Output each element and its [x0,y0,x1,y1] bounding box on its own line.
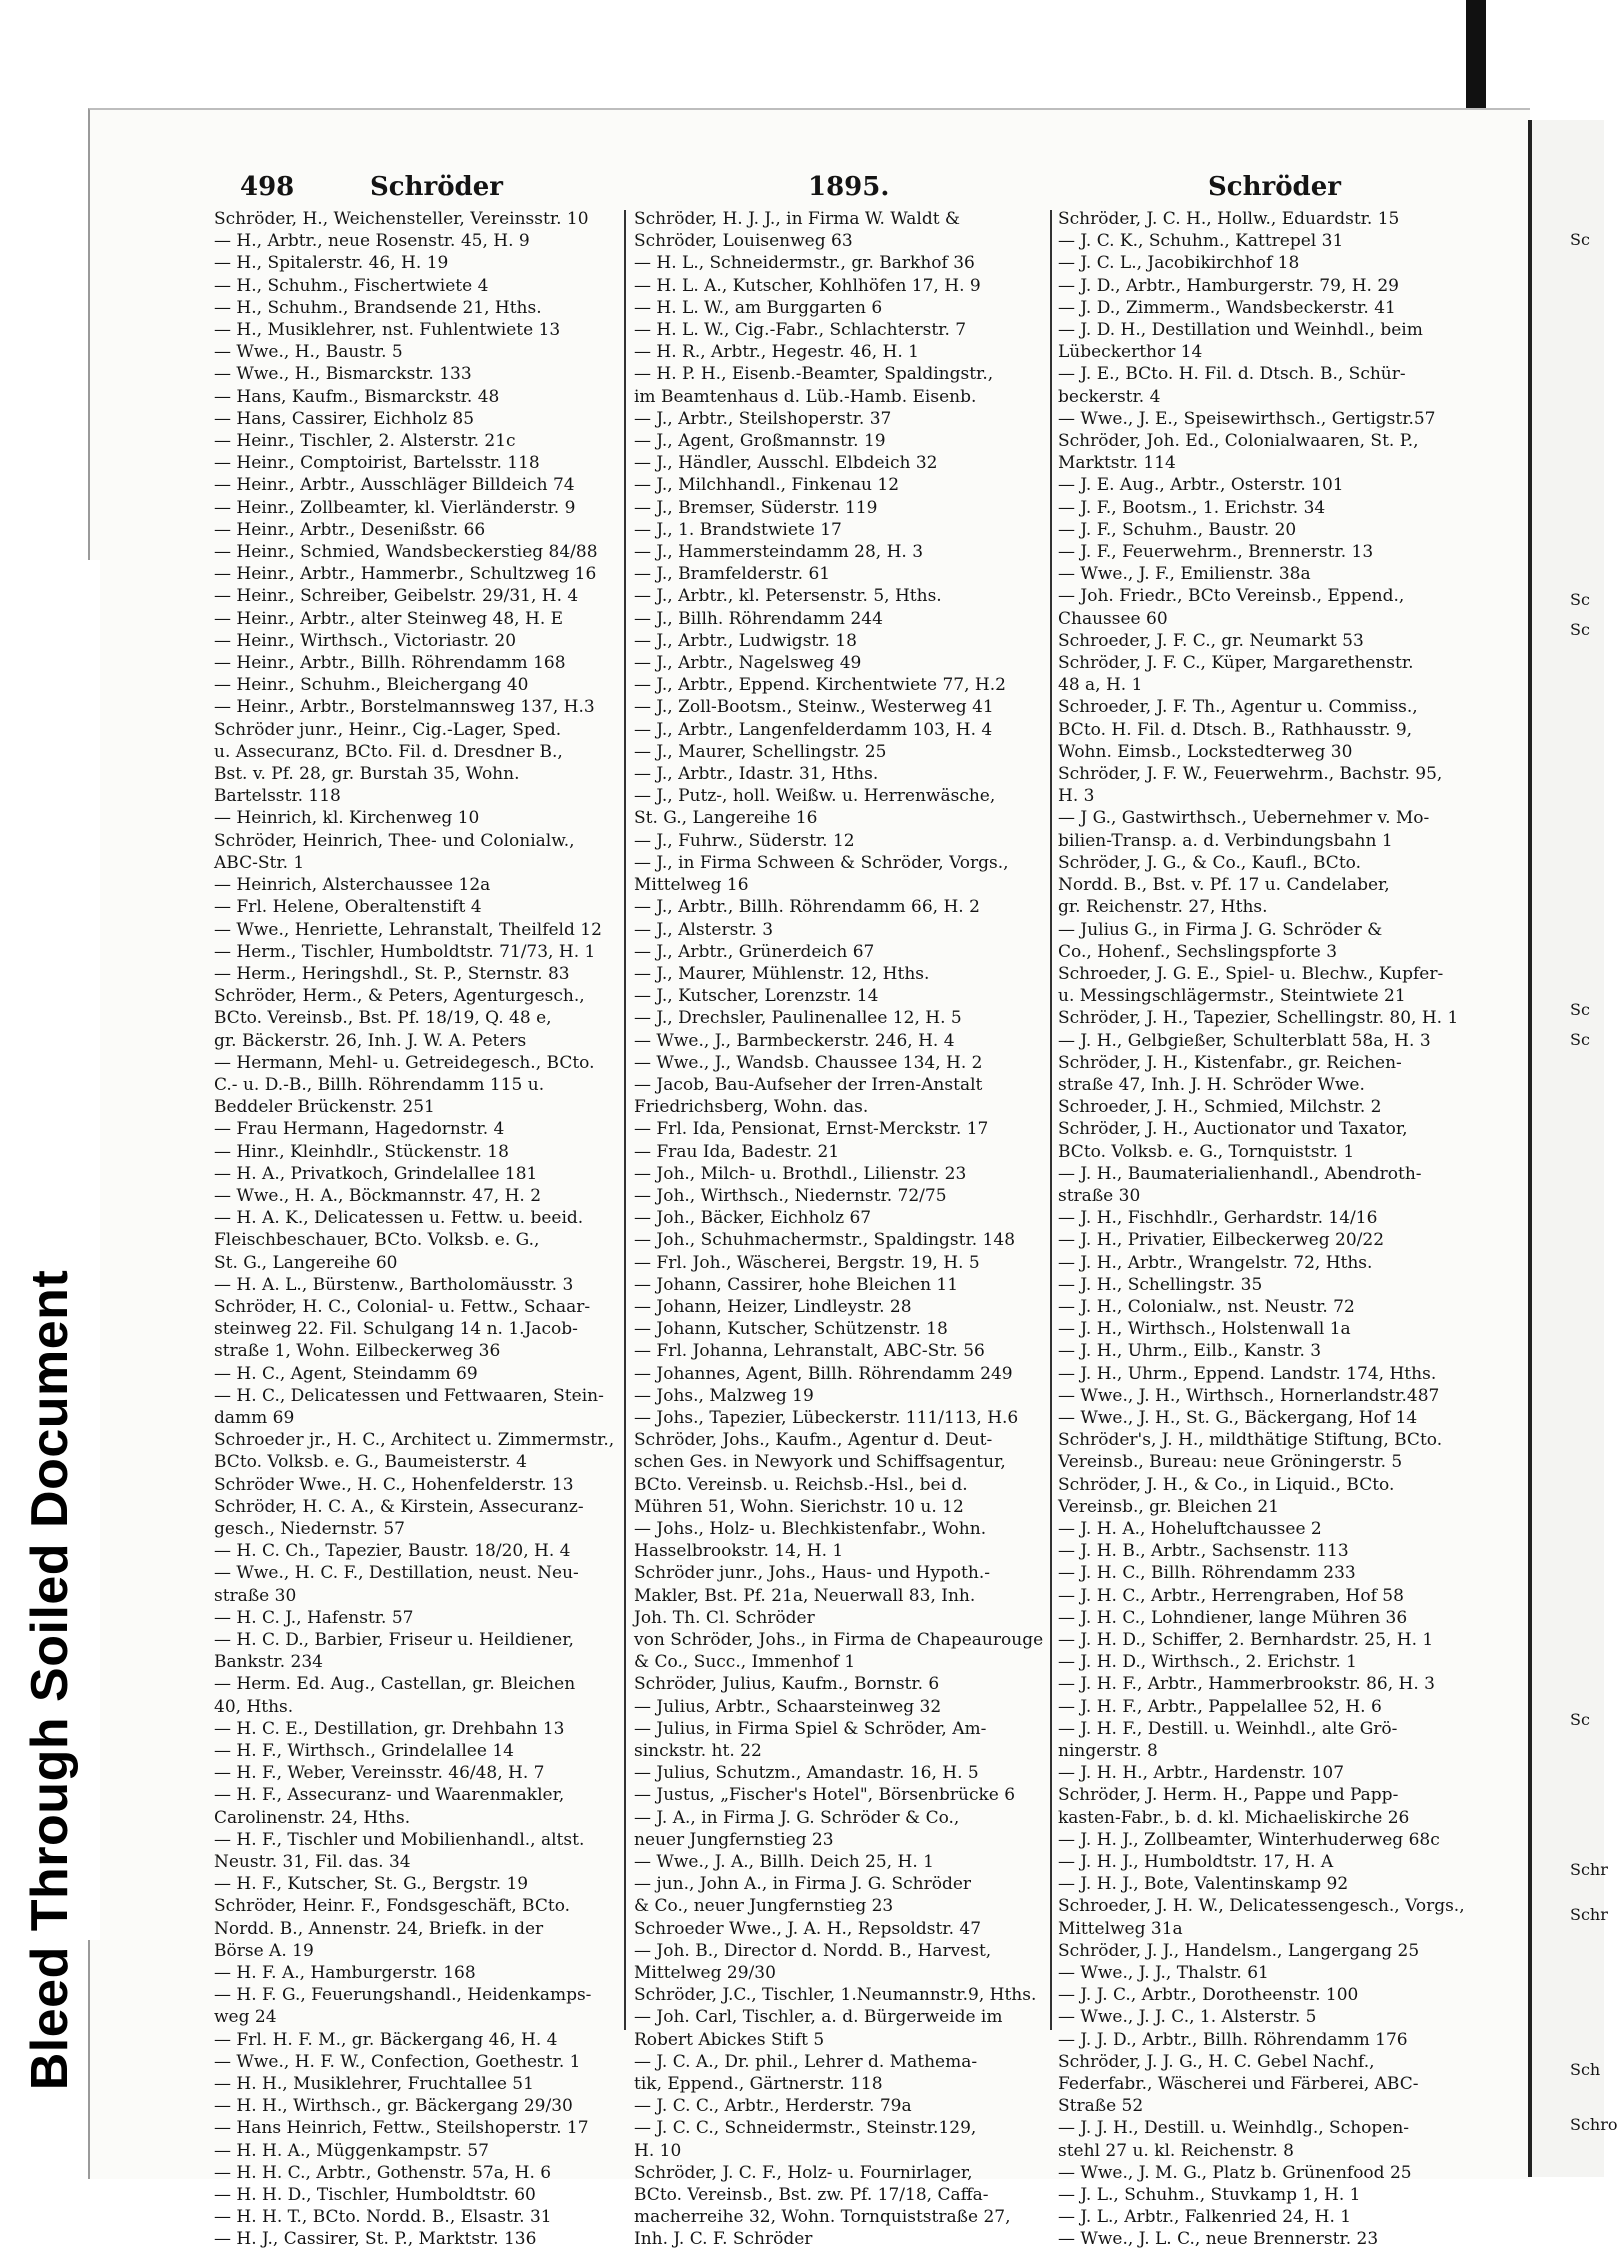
directory-entry: Schröder junr., Johs., Haus- und Hypoth.- [634,1563,990,1584]
directory-entry: — Johs., Tapezier, Lübeckerstr. 111/113, H.6 [634,1407,1019,1428]
directory-entry: — J. H., Fischhdlr., Gerhardstr. 14/16 [1058,1208,1378,1229]
directory-entry: Schröder, J. C. F., Holz- u. Fournirlager, [634,2162,973,2183]
directory-entry: Schröder, J. C. H., Hollw., Eduardstr. 15 [1058,209,1400,229]
directory-entry: straße 1, Wohn. Eilbeckerweg 36 [214,1341,501,1362]
directory-entry: — H. L. A., Kutscher, Kohlhöfen 17, H. 9 [634,275,981,296]
directory-entry: Schroeder, J. H., Schmied, Milchstr. 2 [1058,1097,1382,1118]
directory-entry: Fleischbeschauer, BCto. Volksb. e. G., [214,1230,540,1251]
directory-entry: — H., Spitalerstr. 46, H. 19 [214,253,449,274]
next-page-fragment: Schr [1570,1860,1608,1879]
directory-entry: — J. H., Uhrm., Eppend. Landstr. 174, Hths. [1058,1363,1437,1384]
directory-entry: — Joh. Carl, Tischler, a. d. Bürgerweide im [634,2007,1003,2028]
directory-entry: Schröder, Julius, Kaufm., Bornstr. 6 [634,1674,940,1695]
next-page-fragment: Sc [1570,590,1590,609]
directory-entry: — J. C. C., Arbtr., Herderstr. 79a [634,2096,912,2117]
directory-entry: — Wwe., J. F., Emilienstr. 38a [1058,564,1311,585]
directory-entry: Schröder, H. C. A., & Kirstein, Assecuranz- [214,1496,584,1517]
directory-entry: — J. H. D., Schiffer, 2. Bernhardstr. 25, H. 1 [1058,1630,1434,1650]
directory-entry: — H. F., Weber, Vereinsstr. 46/48, H. 7 [214,1763,545,1784]
directory-entry: — Heinr., Arbtr., alter Steinweg 48, H. E [214,608,564,629]
directory-entry: — H. F., Wirthsch., Grindelallee 14 [214,1741,514,1762]
directory-entry: 48 a, H. 1 [1058,675,1143,696]
directory-entry: — Wwe., J. H., St. G., Bäckergang, Hof 14 [1058,1407,1418,1428]
directory-entry: — Johann, Cassirer, hohe Bleichen 11 [634,1274,959,1295]
next-page-fragment: Sc [1570,620,1590,639]
directory-entry: Mühren 51, Wohn. Sierichstr. 10 u. 12 [634,1496,964,1517]
directory-entry: Schröder, Johs., Kaufm., Agentur d. Deut- [634,1430,993,1451]
directory-entry: Schröder, J. G., & Co., Kaufl., BCto. [1058,852,1361,873]
directory-entry: — J., Hammersteindamm 28, H. 3 [634,542,924,563]
directory-entry: BCto. Volksb. e. G., Tornquiststr. 1 [1058,1141,1355,1162]
directory-entry: — J. D. H., Destillation und Weinhdl., beim [1058,320,1423,341]
directory-entry: tik, Eppend., Gärtnerstr. 118 [634,2074,883,2095]
directory-entry: — J., Zoll-Bootsm., Steinw., Westerweg 41 [634,697,994,718]
directory-entry: Wohn. Eimsb., Lockstedterweg 30 [1058,741,1353,762]
directory-entry: gr. Reichenstr. 27, Hths. [1058,897,1268,918]
directory-entry: — Frl. Joh., Wäscherei, Bergstr. 19, H. 5 [634,1252,980,1273]
directory-entry: — H. H. C., Arbtr., Gothenstr. 57a, H. 6 [214,2162,552,2183]
directory-entry: — Wwe., J., Wandsb. Chaussee 134, H. 2 [634,1052,983,1073]
directory-entry: C.- u. D.-B., Billh. Röhrendamm 115 u. [214,1074,545,1095]
directory-entry: — Heinr., Arbtr., Billh. Röhrendamm 168 [214,653,566,674]
directory-entry: — J., Alsterstr. 3 [634,919,774,940]
directory-entry: — J., Arbtr., Eppend. Kirchentwiete 77, H.2 [634,675,1006,696]
directory-entry: — Wwe., H. C. F., Destillation, neust. Neu- [214,1563,579,1584]
directory-entry: Schröder Wwe., H. C., Hohenfelderstr. 13 [214,1474,574,1495]
directory-entry: Schroeder, J. F. Th., Agentur u. Commiss., [1058,697,1418,718]
directory-entry: Schroeder, J. H. W., Delicatessengesch., Vorgs., [1058,1896,1465,1917]
directory-entry: — Heinr., Arbtr., Borstelmannsweg 137, H.3 [214,697,595,718]
directory-entry: weg 24 [214,2007,277,2028]
directory-entry: — H. C. E., Destillation, gr. Drehbahn 13 [214,1718,565,1739]
directory-entry: Federfabr., Wäscherei und Färberei, ABC- [1058,2074,1419,2095]
directory-entry: gesch., Niedernstr. 57 [214,1518,405,1539]
directory-entry: — J. D., Arbtr., Hamburgerstr. 79, H. 29 [1058,275,1399,296]
directory-entry: schen Ges. in Newyork und Schiffsagentur, [634,1452,1006,1473]
directory-entry: — J. H. A., Hoheluftchaussee 2 [1058,1518,1322,1539]
directory-entry: — J. H. C., Arbtr., Herrengraben, Hof 58 [1058,1585,1404,1606]
directory-entry: — J. L., Arbtr., Falkenried 24, H. 1 [1058,2207,1352,2228]
directory-entry: Schröder, Herm., & Peters, Agenturgesch., [214,986,585,1007]
directory-entry: u. Assecuranz, BCto. Fil. d. Dresdner B., [214,741,563,762]
directory-entry: — Heinr., Schuhm., Bleichergang 40 [214,675,529,696]
column-divider [624,210,626,2030]
directory-entry: straße 47, Inh. J. H. Schröder Wwe. [1058,1074,1365,1095]
directory-entry: Schröder's, J. H., mildthätige Stiftung, BCto. [1058,1430,1443,1451]
directory-entry: — J. C. K., Schuhm., Kattrepel 31 [1058,231,1344,252]
directory-entry: — H. H. T., BCto. Nordd. B., Elsastr. 31 [214,2207,552,2228]
directory-entry: — Hans Heinrich, Fettw., Steilshoperstr. 17 [214,2118,589,2139]
directory-entry: — Wwe., H., Bismarckstr. 133 [214,364,472,385]
directory-entry: — H. C. Ch., Tapezier, Baustr. 18/20, H. 4 [214,1541,571,1562]
directory-entry: — H., Schuhm., Fischertwiete 4 [214,275,489,296]
directory-entry: — Frl. Helene, Oberaltenstift 4 [214,897,482,918]
directory-entry: Schröder, H. J. J., in Firma W. Waldt & [634,209,961,229]
directory-entry: — Justus, „Fischer's Hotel", Börsenbrücke 6 [634,1785,1016,1806]
directory-entry: — Julius, in Firma Spiel & Schröder, Am- [634,1718,987,1739]
directory-entry: — J. H., Baumaterialienhandl., Abendroth- [1058,1163,1422,1184]
directory-entry: — J., Fuhrw., Süderstr. 12 [634,830,855,851]
directory-entry: — J. H., Uhrm., Eilb., Kanstr. 3 [1058,1341,1322,1362]
directory-entry: Schröder, J. H., & Co., in Liquid., BCto. [1058,1474,1395,1495]
directory-entry: Chaussee 60 [1058,608,1168,629]
directory-entry: ABC-Str. 1 [214,852,305,873]
directory-entry: Bankstr. 234 [214,1652,323,1673]
directory-entry: Hasselbrookstr. 14, H. 1 [634,1541,844,1562]
directory-entry: Robert Abickes Stift 5 [634,2029,825,2050]
directory-entry: beckerstr. 4 [1058,386,1161,407]
directory-entry: — J. H. C., Lohndiener, lange Mühren 36 [1058,1607,1408,1628]
directory-entry: bilien-Transp. a. d. Verbindungsbahn 1 [1058,830,1393,851]
directory-entry: Schröder, Heinrich, Thee- und Colonialw., [214,830,575,851]
directory-entry: — Wwe., J. E., Speisewirthsch., Gertigstr.57 [1058,408,1436,429]
directory-entry: — Johs., Holz- u. Blechkistenfabr., Wohn. [634,1518,987,1539]
directory-entry: St. G., Langereihe 60 [214,1252,398,1273]
directory-entry: Mittelweg 16 [634,875,749,896]
next-page-fragment: Sch [1570,2060,1601,2079]
directory-entry: sinckstr. ht. 22 [634,1741,762,1762]
directory-entry: Schröder, J. J., Handelsm., Langergang 25 [1058,1940,1420,1961]
directory-entry: Friedrichsberg, Wohn. das. [634,1097,869,1118]
directory-entry: — J. H. H., Arbtr., Hardenstr. 107 [1058,1763,1345,1784]
directory-entry: straße 30 [1058,1185,1141,1206]
directory-entry: — J., Arbtr., Billh. Röhrendamm 66, H. 2 [634,897,980,918]
directory-entry: — J. H., Colonialw., nst. Neustr. 72 [1058,1296,1355,1317]
next-page-fragment: Sc [1570,1710,1590,1729]
directory-entry: Schröder, J. H., Tapezier, Schellingstr. 80, H. 1 [1058,1008,1459,1029]
directory-entry: — H. C. J., Hafenstr. 57 [214,1607,414,1628]
directory-entry: — Frl. H. F. M., gr. Bäckergang 46, H. 4 [214,2029,558,2050]
directory-entry: — H. C., Agent, Steindamm 69 [214,1363,478,1384]
directory-entry: — J. H. J., Bote, Valentinskamp 92 [1058,1874,1349,1895]
directory-entry: — J. H. J., Humboldtstr. 17, H. A [1058,1852,1334,1873]
directory-entry: & Co., Succ., Immenhof 1 [634,1652,856,1673]
directory-entry: — Wwe., H., Baustr. 5 [214,342,403,363]
directory-entry: BCto. Vereinsb., Bst. zw. Pf. 17/18, Caffa- [634,2185,989,2206]
directory-entry: — J. F., Feuerwehrm., Brennerstr. 13 [1058,542,1374,563]
directory-entry: — J., in Firma Schween & Schröder, Vorgs., [634,852,1009,873]
condition-stamp-text: Bleed Through Soiled Document [21,1269,79,2091]
directory-entry: — J. L., Schuhm., Stuvkamp 1, H. 1 [1058,2185,1361,2206]
directory-entry: — H. F. G., Feuerungshandl., Heidenkamps- [214,1985,592,2006]
directory-entry: — J. H., Arbtr., Wrangelstr. 72, Hths. [1058,1252,1373,1273]
directory-column-3 [1058,208,1476,2251]
directory-entry: — Hermann, Mehl- u. Getreidegesch., BCto. [214,1052,595,1073]
directory-entry: — H. P. H., Eisenb.-Beamter, Spaldingstr., [634,364,994,385]
directory-entry: — J. C. C., Schneidermstr., Steinstr.129, [634,2118,977,2139]
directory-column-1 [214,208,632,2251]
directory-entry: — Joh., Bäcker, Eichholz 67 [634,1208,872,1229]
directory-entry: Schröder, J. H., Kistenfabr., gr. Reichen- [1058,1052,1402,1073]
directory-entry: — J., Billh. Röhrendamm 244 [634,608,883,629]
directory-entry: Bst. v. Pf. 28, gr. Burstah 35, Wohn. [214,764,520,785]
directory-entry: — J. F., Bootsm., 1. Erichstr. 34 [1058,497,1326,518]
directory-entry: — H. L. W., am Burggarten 6 [634,297,883,318]
directory-entry: Mittelweg 29/30 [634,1963,776,1984]
directory-entry: — J. C. A., Dr. phil., Lehrer d. Mathema- [634,2051,978,2072]
directory-entry: — H. F., Assecuranz- und Waarenmakler, [214,1785,565,1806]
directory-entry: Vereinsb., Bureau: neue Gröningerstr. 5 [1058,1452,1403,1473]
next-page-fragment: Schr [1570,1905,1608,1924]
directory-entry: ningerstr. 8 [1058,1741,1158,1762]
directory-entry: — Wwe., H. F. W., Confection, Goethestr. 1 [214,2051,581,2072]
directory-entry: — J. E. Aug., Arbtr., Osterstr. 101 [1058,475,1344,496]
directory-entry: — J., Maurer, Schellingstr. 25 [634,741,887,762]
directory-entry: H. 10 [634,2140,682,2161]
directory-entry: — J. D., Zimmerm., Wandsbeckerstr. 41 [1058,297,1396,318]
page-year: 1895. [808,172,890,202]
directory-entry: — J., Arbtr., Ludwigstr. 18 [634,630,857,651]
directory-entry: — J. E., BCto. H. Fil. d. Dtsch. B., Schür- [1058,364,1406,385]
directory-entry: Schröder, H., Weichensteller, Vereinsstr. 10 [214,209,589,229]
directory-entry: — J., Arbtr., Steilshoperstr. 37 [634,408,892,429]
directory-entry: — J. J. D., Arbtr., Billh. Röhrendamm 176 [1058,2029,1408,2050]
page-number: 498 [240,172,295,202]
directory-entry: — Johs., Malzweg 19 [634,1385,814,1406]
directory-entry: Makler, Bst. Pf. 21a, Neuerwall 83, Inh. [634,1585,976,1606]
directory-entry: — Heinr., Zollbeamter, kl. Vierländerstr. 9 [214,497,576,518]
directory-entry: — J. H., Schellingstr. 35 [1058,1274,1263,1295]
directory-entry: Nordd. B., Annenstr. 24, Briefk. in der [214,1918,544,1939]
directory-entry: Neustr. 31, Fil. das. 34 [214,1852,411,1873]
directory-entry: — Johannes, Agent, Billh. Röhrendamm 249 [634,1363,1013,1384]
directory-entry: Börse A. 19 [214,1940,314,1961]
directory-entry: Schröder, J. J. G., H. C. Gebel Nachf., [1058,2051,1375,2072]
directory-entry: kasten-Fabr., b. d. kl. Michaeliskirche 26 [1058,1807,1410,1828]
directory-entry: — J. H. F., Arbtr., Hammerbrookstr. 86, H. 3 [1058,1674,1435,1695]
directory-entry: Schröder, J.C., Tischler, 1.Neumannstr.9, Hths. [634,1985,1037,2006]
directory-column-2 [634,208,1052,2251]
directory-entry: — J. H., Privatier, Eilbeckerweg 20/22 [1058,1230,1385,1251]
directory-entry: — J. C. L., Jacobikirchhof 18 [1058,253,1300,274]
directory-entry: — H., Musiklehrer, nst. Fuhlentwiete 13 [214,320,561,341]
directory-entry: Nordd. B., Bst. v. Pf. 17 u. Candelaber, [1058,875,1390,896]
directory-entry: — Wwe., H. A., Böckmannstr. 47, H. 2 [214,1185,542,1206]
directory-entry: — J. J. H., Destill. u. Weinhdlg., Schopen- [1058,2118,1410,2139]
running-header-right: Schröder [1208,172,1341,202]
directory-entry: — Herm., Tischler, Humboldtstr. 71/73, H. 1 [214,941,596,962]
directory-entry: damm 69 [214,1407,295,1428]
directory-entry: — J. H. B., Arbtr., Sachsenstr. 113 [1058,1541,1349,1562]
directory-entry: — J. H., Wirthsch., Holstenwall 1a [1058,1319,1351,1340]
directory-entry: — H. H., Musiklehrer, Fruchtallee 51 [214,2074,534,2095]
directory-entry: Joh. Th. Cl. Schröder [634,1607,815,1628]
directory-entry: BCto. H. Fil. d. Dtsch. B., Rathhausstr. 9, [1058,719,1413,740]
directory-entry: Schroeder Wwe., J. A. H., Repsoldstr. 47 [634,1918,982,1939]
directory-entry: — J. J. C., Arbtr., Dorotheenstr. 100 [1058,1985,1359,2006]
directory-entry: Bartelsstr. 118 [214,786,341,807]
directory-entry: — Johann, Heizer, Lindleystr. 28 [634,1296,912,1317]
directory-entry: — Heinr., Schreiber, Geibelstr. 29/31, H. 4 [214,586,579,607]
directory-entry: — Wwe., J. A., Billh. Deich 25, H. 1 [634,1852,934,1873]
directory-entry: u. Messingschlägermstr., Steintwiete 21 [1058,986,1406,1007]
directory-entry: Schröder, Joh. Ed., Colonialwaaren, St. P., [1058,431,1419,452]
directory-entry: — J., Arbtr., Idastr. 31, Hths. [634,764,879,785]
directory-entry: — Wwe., J. M. G., Platz b. Grünenfood 25 [1058,2162,1412,2183]
directory-entry: — Wwe., J., Barmbeckerstr. 246, H. 4 [634,1030,955,1051]
directory-entry: & Co., neuer Jungfernstieg 23 [634,1896,894,1917]
directory-entry: Schroeder, J. F. C., gr. Neumarkt 53 [1058,630,1364,651]
directory-entry: — J. F., Schuhm., Baustr. 20 [1058,519,1297,540]
directory-entry: — Heinr., Wirthsch., Victoriastr. 20 [214,630,517,651]
directory-entry: Straße 52 [1058,2096,1144,2117]
directory-entry: — J., Bremser, Süderstr. 119 [634,497,878,518]
directory-entry: Marktstr. 114 [1058,453,1176,474]
directory-entry: Schröder, J. F. W., Feuerwehrm., Bachstr. 95, [1058,764,1443,785]
directory-entry: Vereinsb., gr. Bleichen 21 [1058,1496,1280,1517]
directory-entry: — J., Arbtr., kl. Petersenstr. 5, Hths. [634,586,942,607]
directory-entry: — jun., John A., in Firma J. G. Schröder [634,1874,972,1895]
directory-entry: — H. H. A., Müggenkampstr. 57 [214,2140,489,2161]
next-page-fragment: Sc [1570,1030,1590,1049]
directory-entry: — J. H. F., Arbtr., Pappelallee 52, H. 6 [1058,1696,1382,1717]
directory-entry: — H. C. D., Barbier, Friseur u. Heildiener, [214,1630,574,1650]
directory-entry: — Hans, Cassirer, Eichholz 85 [214,408,475,429]
directory-entry: — J. H. C., Billh. Röhrendamm 233 [1058,1563,1356,1584]
directory-entry: — Heinr., Arbtr., Hammerbr., Schultzweg 16 [214,564,597,585]
directory-entry: — Joh., Milch- u. Brothdl., Lilienstr. 23 [634,1163,967,1184]
directory-entry: — H. J., Cassirer, St. P., Marktstr. 136 [214,2229,537,2250]
directory-entry: steinweg 22. Fil. Schulgang 14 n. 1.Jacob- [214,1319,578,1340]
directory-entry: — H. H., Wirthsch., gr. Bäckergang 29/30 [214,2096,573,2117]
directory-entry: straße 30 [214,1585,297,1606]
directory-entry: — Heinr., Tischler, 2. Alsterstr. 21c [214,431,516,452]
directory-entry: — Herm. Ed. Aug., Castellan, gr. Bleichen [214,1674,576,1695]
directory-entry: — Hans, Kaufm., Bismarckstr. 48 [214,386,500,407]
directory-entry: — J., 1. Brandstwiete 17 [634,519,842,540]
directory-entry: — J., Arbtr., Langenfelderdamm 103, H. 4 [634,719,993,740]
directory-entry: stehl 27 u. kl. Reichenstr. 8 [1058,2140,1294,2161]
directory-entry: — Heinr., Arbtr., Ausschläger Billdeich 74 [214,475,575,496]
next-page-fragment: Schro [1570,2115,1618,2134]
directory-entry: — Joh., Wirthsch., Niedernstr. 72/75 [634,1185,947,1206]
directory-entry: — Heinrich, kl. Kirchenweg 10 [214,808,480,829]
directory-entry: — Heinrich, Alsterchaussee 12a [214,875,491,896]
directory-entry: — J., Putz-, holl. Weißw. u. Herrenwäsche, [634,786,996,807]
directory-entry: — J. H., Gelbgießer, Schulterblatt 58a, H. 3 [1058,1030,1431,1051]
directory-entry: im Beamtenhaus d. Lüb.-Hamb. Eisenb. [634,386,977,407]
column-divider [1050,210,1052,2030]
directory-entry: — Wwe., Henriette, Lehranstalt, Theilfeld 12 [214,919,602,940]
directory-entry: Schröder, J. Herm. H., Pappe und Papp- [1058,1785,1399,1806]
directory-entry: — H. R., Arbtr., Hegestr. 46, H. 1 [634,342,919,363]
running-header-left: Schröder [370,172,503,202]
directory-entry: — H. F., Kutscher, St. G., Bergstr. 19 [214,1874,529,1895]
directory-entry: — J. A., in Firma J. G. Schröder & Co., [634,1807,960,1828]
directory-entry: 40, Hths. [214,1696,294,1717]
directory-entry: Schröder, Heinr. F., Fondsgeschäft, BCto. [214,1896,571,1917]
directory-entry: macherreihe 32, Wohn. Tornquiststraße 27, [634,2207,1011,2228]
directory-entry: — Heinr., Schmied, Wandsbeckerstieg 84/88 [214,542,598,563]
directory-entry: — H. C., Delicatessen und Fettwaaren, Stein- [214,1385,604,1406]
directory-entry: — H. L., Schneidermstr., gr. Barkhof 36 [634,253,975,274]
directory-entry: — J. H. J., Zollbeamter, Winterhuderweg 68c [1058,1829,1440,1850]
directory-entry: Schroeder, J. G. E., Spiel- u. Blechw., Kupfer- [1058,963,1444,984]
directory-entry: — H. F. A., Hamburgerstr. 168 [214,1963,476,1984]
directory-entry: — Johann, Kutscher, Schützenstr. 18 [634,1319,948,1340]
directory-entry: von Schröder, Johs., in Firma de Chapeaurouge [634,1630,1044,1650]
directory-entry: — J. H. D., Wirthsch., 2. Erichstr. 1 [1058,1652,1358,1673]
directory-entry: Schroeder jr., H. C., Architect u. Zimmermstr., [214,1430,615,1451]
directory-entry: — J., Agent, Großmannstr. 19 [634,431,886,452]
directory-entry: Co., Hohenf., Sechslingspforte 3 [1058,941,1338,962]
directory-entry: Lübeckerthor 14 [1058,342,1203,363]
directory-entry: — Heinr., Arbtr., Desenißstr. 66 [214,519,486,540]
directory-entry: Schröder, H. C., Colonial- u. Fettw., Schaar- [214,1296,591,1317]
directory-entry: — Frl. Ida, Pensionat, Ernst-Merckstr. 17 [634,1119,989,1140]
directory-entry: Schröder, Louisenweg 63 [634,231,853,252]
directory-entry: BCto. Volksb. e. G., Baumeisterstr. 4 [214,1452,527,1473]
directory-entry: gr. Bäckerstr. 26, Inh. J. W. A. Peters [214,1030,527,1051]
directory-entry: — J., Milchhandl., Finkenau 12 [634,475,900,496]
directory-entry: — H., Schuhm., Brandsende 21, Hths. [214,297,542,318]
directory-entry: St. G., Langereihe 16 [634,808,818,829]
directory-entry: Mittelweg 31a [1058,1918,1183,1939]
directory-entry: — Wwe., J. H., Wirthsch., Hornerlandstr.487 [1058,1385,1440,1406]
directory-entry: — H. L. W., Cig.-Fabr., Schlachterstr. 7 [634,320,967,341]
directory-entry: — Joh. Friedr., BCto Vereinsb., Eppend., [1058,586,1405,607]
directory-entry: — Frl. Johanna, Lehranstalt, ABC-Str. 56 [634,1341,985,1362]
directory-entry: — Wwe., J. J. C., 1. Alsterstr. 5 [1058,2007,1317,2028]
directory-entry: — Wwe., J. L. C., neue Brennerstr. 23 [1058,2229,1379,2250]
directory-entry: — Julius, Schutzm., Amandastr. 16, H. 5 [634,1763,979,1784]
directory-entry: — J., Arbtr., Grünerdeich 67 [634,941,875,962]
directory-entry: BCto. Vereinsb. u. Reichsb.-Hsl., bei d. [634,1474,968,1495]
directory-entry: — Jacob, Bau-Aufseher der Irren-Anstalt [634,1074,983,1095]
directory-entry: H. 3 [1058,786,1095,807]
directory-entry: — J., Maurer, Mühlenstr. 12, Hths. [634,963,930,984]
next-page-fragment: Sc [1570,1000,1590,1019]
directory-entry: Schröder, J. F. C., Küper, Margarethenstr. [1058,653,1414,674]
directory-entry: — Frau Hermann, Hagedornstr. 4 [214,1119,505,1140]
directory-entry: Schröder, J. H., Auctionator und Taxator, [1058,1119,1408,1140]
directory-entry: BCto. Vereinsb., Bst. Pf. 18/19, Q. 48 e, [214,1008,552,1029]
directory-entry: Schröder junr., Heinr., Cig.-Lager, Sped. [214,719,562,740]
directory-entry: — H. H. D., Tischler, Humboldtstr. 60 [214,2185,536,2206]
directory-entry: — H. A. K., Delicatessen u. Fettw. u. beeid. [214,1208,584,1229]
directory-entry: — H., Arbtr., neue Rosenstr. 45, H. 9 [214,231,530,252]
directory-entry: Carolinenstr. 24, Hths. [214,1807,411,1828]
directory-entry: — H. A., Privatkoch, Grindelallee 181 [214,1163,538,1184]
directory-entry: — Heinr., Comptoirist, Bartelsstr. 118 [214,453,540,474]
directory-entry: — J., Arbtr., Nagelsweg 49 [634,653,862,674]
directory-entry: — H. F., Tischler und Mobilienhandl., altst. [214,1829,585,1850]
directory-entry: — H. A. L., Bürstenw., Bartholomäusstr. 3 [214,1274,574,1295]
directory-entry: — Wwe., J. J., Thalstr. 61 [1058,1963,1269,1984]
directory-entry: — Frau Ida, Badestr. 21 [634,1141,840,1162]
directory-entry: — Hinr., Kleinhdlr., Stückenstr. 18 [214,1141,509,1162]
directory-entry: Inh. J. C. F. Schröder [634,2229,813,2250]
directory-entry: — Julius G., in Firma J. G. Schröder & [1058,919,1383,940]
directory-entry: — J G., Gastwirthsch., Uebernehmer v. Mo- [1058,808,1430,829]
directory-entry: — J., Drechsler, Paulinenallee 12, H. 5 [634,1008,962,1029]
directory-entry: — Julius, Arbtr., Schaarsteinweg 32 [634,1696,942,1717]
directory-entry: — J., Bramfelderstr. 61 [634,564,831,585]
condition-stamp [0,560,100,2091]
directory-entry: — Joh. B., Director d. Nordd. B., Harvest, [634,1940,992,1961]
directory-entry: — J., Kutscher, Lorenzstr. 14 [634,986,879,1007]
directory-entry: — J. H. F., Destill. u. Weinhdl., alte Grö- [1058,1718,1398,1739]
directory-entry: — Herm., Heringshdl., St. P., Sternstr. 83 [214,963,570,984]
next-page-fragment: Sc [1570,230,1590,249]
directory-entry: — Joh., Schuhmachermstr., Spaldingstr. 148 [634,1230,1016,1251]
directory-entry: Beddeler Brückenstr. 251 [214,1097,435,1118]
directory-entry: — J., Händler, Ausschl. Elbdeich 32 [634,453,938,474]
directory-entry: neuer Jungfernstieg 23 [634,1829,834,1850]
